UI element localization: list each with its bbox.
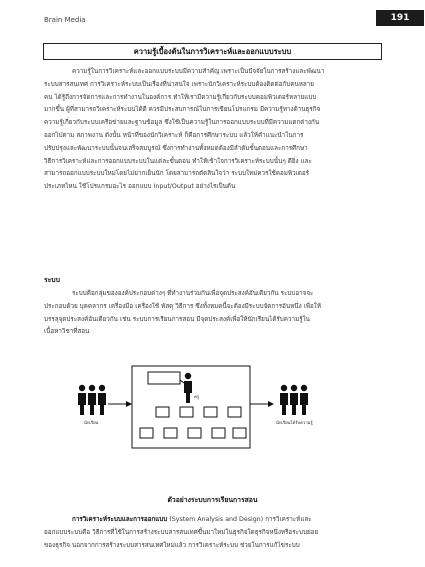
- graduates-label: นักเรียนได้รับความรู้: [276, 420, 313, 425]
- students-label: นักเรียน: [84, 420, 99, 425]
- system-paragraph: [44, 288, 382, 339]
- intro-line: ออกไปตาม สภาพงาน ดังนั้น หน้าที่ของนักวิเคราะห์ ก็คือการศึกษาระบบ แล้วให้คำแนะนำในการ: [44, 131, 304, 139]
- system-line: เนื้อหาวิชาที่สอน: [44, 328, 90, 336]
- intro-line: ประเภทไหน ใช้โปรแกรมอะไร ออกแบบ Input/Output อย่างไรเป็นต้น: [44, 183, 236, 191]
- intro-line: สามารถออกแบบระบบใหม่โดยไม่ยากเย็นนัก โดยสามารถตัดสินใจว่า ระบบใหม่ควรใช้คอมพิวเตอร์: [44, 170, 310, 178]
- design-line-rest: (System Analysis and Design) การวิเคราะห์และ: [167, 516, 312, 523]
- intro-line: ความรู้เกี่ยวกับระบบเครือข่ายและฐานข้อมูล ซึ่งใช้เป็นความรู้ในการออกแบบระบบที่มีความแตกต่างกัน: [44, 119, 320, 127]
- intro-line: ความรู้ในการวิเคราะห์และออกแบบระบบมีความสำคัญ เพราะเป็นปัจจัยในการสร้างและพัฒนา: [72, 68, 325, 75]
- design-line: [44, 514, 382, 527]
- section-title-box: ความรู้เบื้องต้นในการวิเคราะห์และออกแบบระบบ: [43, 43, 382, 60]
- input-arrow-icon: [108, 401, 132, 407]
- page-number-badge: 191: [376, 10, 424, 26]
- design-line: ของธุรกิจ นอกจากการสร้างระบบสารสนเทศใหม่แล้ว การวิเคราะห์ระบบ ช่วยในการแก้ไขระบบ: [44, 541, 300, 549]
- figure-caption: ตัวอย่างระบบการเรียนการสอน: [167, 496, 258, 504]
- teacher-label: ครู: [194, 394, 200, 399]
- intro-paragraph: [44, 66, 382, 194]
- output-arrow-icon: [250, 401, 274, 407]
- students-icon: [78, 385, 106, 415]
- system-line: ประกอบด้วย บุคคลากร เครื่องมือ เครื่องใช้ พัสดุ วิธีการ ซึ่งทั้งหมดนี้จะต้องมีระบบจัดการอันหนึ่ง เพื่อให้: [44, 302, 322, 310]
- classroom-system-figure: [68, 362, 328, 452]
- system-line: ระบบคือกลุ่มขององค์ประกอบต่างๆ ที่ทำงานร่วมกันเพื่อจุดประสงค์อันเดียวกัน ระบบอาจจะ: [72, 290, 314, 297]
- intro-line: ระบบสารสนเทศ การวิเคราะห์ระบบเป็นเรื่องที่น่าสนใจ เพราะนักวิเคราะห์ระบบต้องติดต่อกับคนหลาย: [44, 80, 314, 88]
- running-header: Brain Media: [44, 16, 86, 24]
- intro-line: วิธีการวิเคราะห์และการออกแบบระบบในแต่ละขั้นตอน ทำให้เข้าใจการวิเคราะห์ระบบนั้นๆ ดียิ่ง และ: [44, 157, 312, 165]
- system-heading: ระบบ: [44, 276, 60, 284]
- design-paragraph: [44, 514, 382, 552]
- intro-line: คน ได้รู้ถึงการจัดการและการทำงานในองค์การ ทำให้เรามีความรู้เกี่ยวกับระบบคอมพิวเตอร์หลายแบบ: [44, 93, 317, 101]
- blackboard-icon: [148, 372, 180, 384]
- design-line: ออกแบบระบบคือ วิธีการที่ใช้ในการสร้างระบบสารสนเทศขึ้นมาใหม่ในธุรกิจใดธุรกิจหนึ่งหรือระบบย่อย: [44, 528, 319, 536]
- graduates-icon: [280, 385, 308, 415]
- system-line: บรรลุจุดประสงค์อันเดียวกัน เช่น ระบบการเรียนการสอน มีจุดประสงค์เพื่อให้นักเรียนได้รับความรู้ใน: [44, 315, 310, 323]
- intro-line: มากขึ้น ผู้ที่สามารถวิเคราะห์ระบบได้ดี ควรมีประสบการณ์ในการเขียนโปรแกรม มีความรู้ทางด้านธุรกิจ: [44, 106, 321, 114]
- design-term: การวิเคราะห์ระบบและการออกแบบ: [72, 516, 168, 523]
- intro-line: ปรับปรุงและพัฒนาระบบนั้นจนเสร็จสมบูรณ์ ซึ่งการทำงานทั้งหมดต้องมีลำดับขั้นตอนและการศึกษา: [44, 144, 308, 152]
